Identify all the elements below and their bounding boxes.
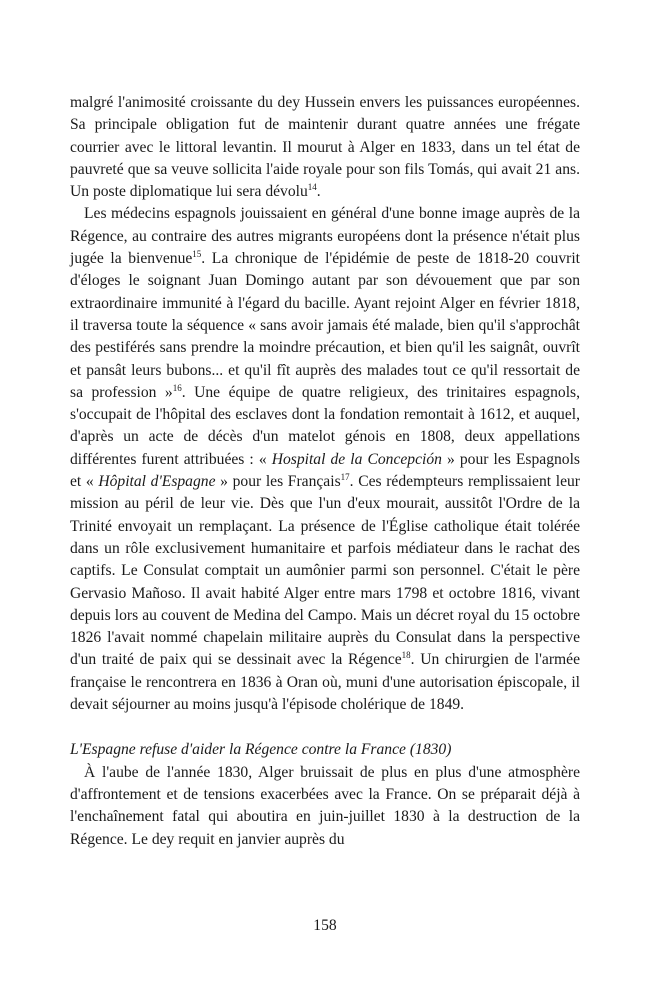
text-run: Les médecins espagnols jouissaient en général d'une bonne image auprès de la Régence, au contraire des autres migrants européens dont la présence n'était plus jugée la bienvenue — [70, 205, 580, 268]
section-heading: L'Espagne refuse d'aider la Régence contre la France (1830) — [70, 741, 452, 759]
text-run: » pour les Espagnols et « — [70, 450, 580, 491]
paragraph-3: À l'aube de l'année 1830, Alger bruissait de plus en plus d'une atmosphère d'affrontement et de tensions exacerbées avec la France. On se préparait déjà à l'enchaînement fatal qui aboutira en juin-juillet 1830 à la destruction de la Régence. Le dey requit en janvier auprès du — [70, 763, 580, 848]
text-run: malgré l'animosité croissante du dey Hussein envers les puissances européennes. Sa principale obligation fut de maintenir durant quatre années une frégate courrier avec le littoral levantin. Il mourut à Alger en 1833, dans un tel état de pauvreté que sa veuve sollicita l'aide royale pour son fils Tomás, qui avait 21 ans. Un poste diplomatique lui sera dévolu — [70, 94, 580, 201]
italic-term: Hôpital d'Espagne — [98, 473, 216, 491]
page-body — [70, 92, 580, 851]
paragraph-1 — [70, 92, 580, 203]
footnote-ref: 16 — [172, 382, 182, 393]
footnote-ref: 17 — [340, 472, 350, 483]
footnote-ref: 18 — [401, 650, 411, 661]
text-run: . — [316, 183, 321, 201]
text-run: . Un chirurgien de l'armée française le rencontrera en 1836 à Oran où, muni d'une autorisation épiscopale, il devait séjourner au moins jusqu'à l'épisode cholérique de 1849. — [70, 651, 580, 714]
text-run: » pour les Français — [215, 473, 341, 491]
italic-term: Hospital de la Concepción — [271, 450, 442, 468]
text-run: . Une équipe de quatre religieux, des trinitaires espagnols, s'occupait de l'hôpital des esclaves dont la fondation remontait à 1612, et auquel, d'après un acte de décès d'un matelot génois en 1808, deux appellations différentes furent attribuées : « — [70, 383, 580, 468]
footnote-ref: 15 — [192, 249, 202, 260]
page-number: 158 — [313, 917, 337, 934]
paragraph-2 — [70, 203, 580, 716]
text-run: . Ces rédempteurs remplissaient leur mission au péril de leur vie. Dès que l'un d'eux mourait, aussitôt l'Ordre de la Trinité envoyait un remplaçant. La présence de l'Église catholique était tolérée dans un rôle exclusivement humanitaire et parfois médiateur dans le rachat des captifs. Le Consulat comptait un aumônier parmi son personnel. C'était le père Gervasio Mañoso. Il avait habité Alger entre mars 1798 et octobre 1816, vivant depuis lors au couvent de Medina del Campo. Mais un décret royal du 15 octobre 1826 l'avait nommé chapelain militaire auprès du Consulat dans la perspective d'un traité de paix qui se dessinait avec la Régence — [70, 473, 580, 669]
text-run: . La chronique de l'épidémie de peste de 1818-20 couvrit d'éloges le soignant Juan Domingo autant par son dévouement que par son extraordinaire immunité à l'égard du bacille. Ayant rejoint Alger en février 1818, il traversa toute la séquence « sans avoir jamais été malade, bien qu'il s'approchât des pestiférés sans prendre la moindre précaution, et bien qu'il les saignât, ouvrît et pansât leurs bubons... et qu'il fît auprès des malades tout ce qu'il ressortait de sa profession » — [70, 250, 580, 401]
footnote-ref: 14 — [307, 182, 317, 193]
